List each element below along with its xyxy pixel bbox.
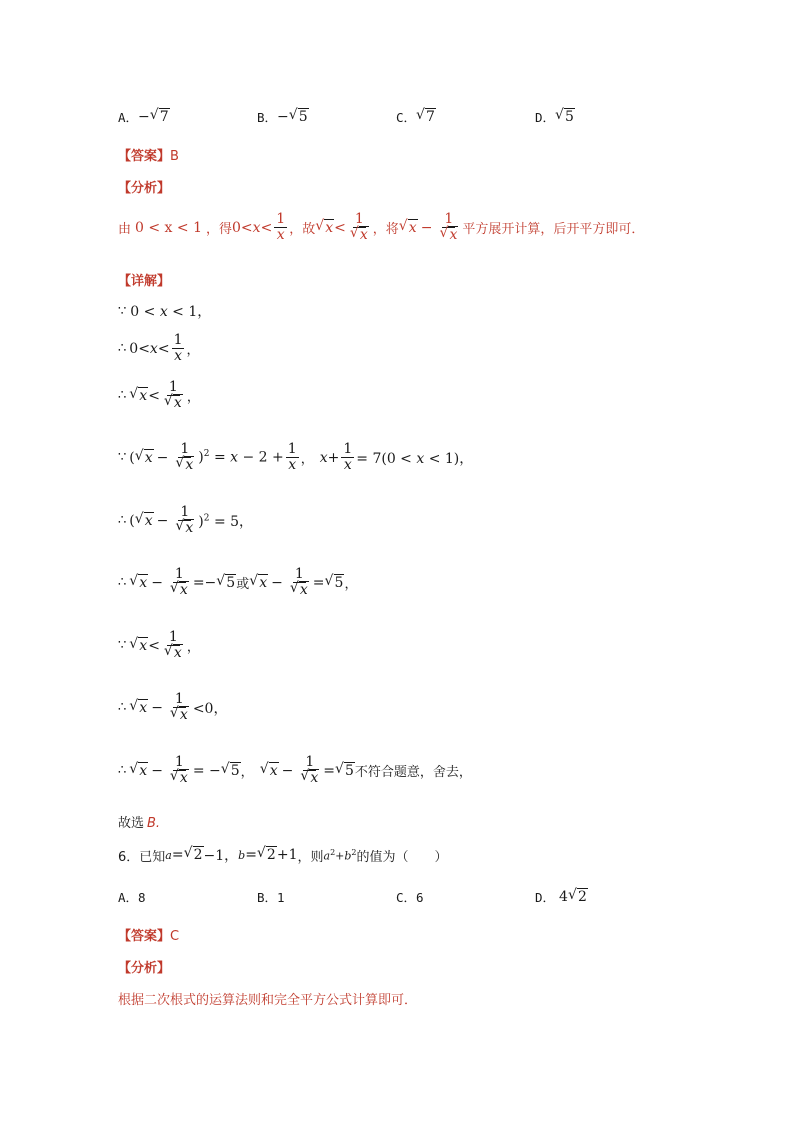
q6-analysis-tag: 【分析】 (118, 961, 171, 976)
sqrt-icon: √ 5 (289, 109, 309, 125)
step-6: ∴ √ x − 1 √ x =− √ 5 或 √ x − 1 √ x = √ 5 ， (118, 567, 357, 598)
option-sign: − (138, 109, 150, 125)
step-3: ∴ √ x < 1 √ x ， (118, 380, 200, 411)
q6-option-a: A． 8 (118, 889, 146, 905)
q6-stem: 6．已知 a = √ 2 −1， b = √ 2 +1 ，则 $a^2+b^2$ 的值为（ ） (118, 845, 448, 865)
step-5: ∴ ( √ x − 1 √ x )$^2$ = 5， (118, 505, 253, 536)
q6-option-c: C． 6 (396, 889, 424, 905)
q5-answer: 【答案】B (118, 149, 179, 164)
step-7: ∵ √ x < 1 √ x ， (118, 630, 200, 661)
step-8: ∴ √ x − 1 √ x <0， (118, 692, 227, 723)
step-9: ∴ √ x − 1 √ x = − √ 5 ， √ x − 1 √ x = √ 5 不符合题意，舍去， (118, 755, 472, 786)
q6-option-b: B． 1 (257, 889, 285, 905)
q6-answer: 【答案】C (118, 929, 180, 944)
step-2: ∴ 0<x< $\frac{1}{x}$ ， (118, 332, 200, 364)
q5-option-c: C． √ 7 (396, 108, 436, 126)
step-1: ∵ 0 < x < 1， (118, 303, 212, 320)
q5-option-d: D． √ 5 (535, 108, 575, 126)
sqrt-icon: √ 7 (416, 109, 436, 125)
option-letter: A． (118, 110, 139, 125)
q5-analysis: 由 0 < x < 1 ，得 0<x< $\frac{1}{x}$ ，故 √ x < 1 √ x ，将 √ x − 1 √ x 平方展开计算，后开平方即可． (118, 212, 644, 243)
q5-option-b: B． − √ 5 (257, 108, 309, 126)
q5-conclusion: 故选 B. (118, 816, 161, 831)
sqrt-icon: √ 5 (555, 109, 575, 125)
step-4: ∵ ( √ x − 1 √ x )$^2$ = x − 2 + $\frac{1}{x}$ ， x + $\frac{1}{x}$ = 7(0 < x < 1)， (118, 442, 473, 473)
q5-detail-tag: 【详解】 (118, 274, 171, 289)
q6-analysis-text: 根据二次根式的运算法则和完全平方公式计算即可． (118, 993, 418, 1008)
sqrt-icon: √ 2 (568, 889, 588, 905)
sqrt-icon: √ 7 (150, 109, 170, 125)
q6-option-d: D． 4 √ 2 (535, 888, 588, 906)
q5-analysis-tag: 【分析】 (118, 181, 171, 196)
q5-option-a (118, 108, 170, 126)
